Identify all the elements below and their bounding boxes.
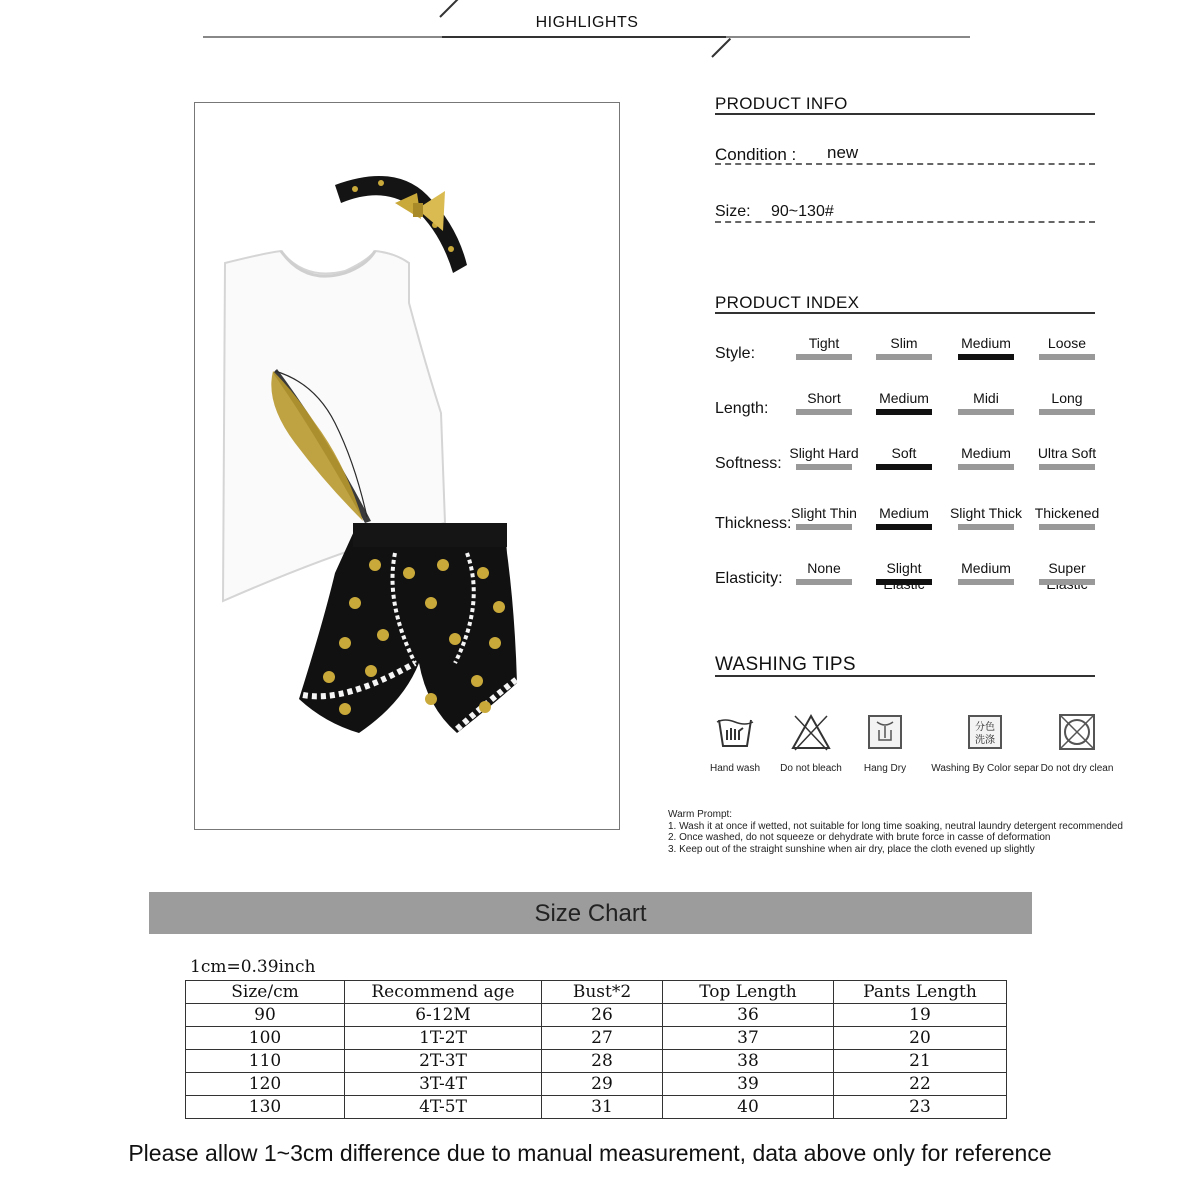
table-cell: 26 xyxy=(542,1004,663,1027)
product-index-title: PRODUCT INDEX xyxy=(715,293,860,312)
product-image xyxy=(195,103,619,829)
index-row-label: Thickness: xyxy=(715,515,792,532)
index-option-label: Soft xyxy=(891,445,917,461)
washing-tips-title: WASHING TIPS xyxy=(715,654,856,675)
index-bar xyxy=(796,354,852,360)
table-cell: 120 xyxy=(186,1073,345,1096)
index-option-label: Medium xyxy=(961,445,1011,461)
table-cell: 31 xyxy=(542,1096,663,1119)
warm-prompt xyxy=(668,809,1123,855)
index-bar xyxy=(796,579,852,585)
table-cell: 21 xyxy=(834,1050,1007,1073)
index-bar xyxy=(1039,354,1095,360)
header-slant-right xyxy=(711,38,731,58)
table-row xyxy=(186,1096,1007,1119)
table-cell: 40 xyxy=(663,1096,834,1119)
index-bar-selected xyxy=(876,409,932,415)
table-cell: 130 xyxy=(186,1096,345,1119)
index-bar xyxy=(958,579,1014,585)
index-bar xyxy=(876,354,932,360)
index-option-label: None xyxy=(807,560,841,576)
size-label: Size: xyxy=(715,203,751,220)
table-cell: 37 xyxy=(663,1027,834,1050)
condition-label: Condition : xyxy=(715,145,797,164)
col-header: Top Length xyxy=(663,981,834,1004)
wash-item-no-dry-clean xyxy=(1030,712,1124,774)
warm-prompt-title: Warm Prompt: xyxy=(668,809,733,820)
wash-label-hand-wash: Hand wash xyxy=(709,763,761,774)
index-option-label: Ultra Soft xyxy=(1037,445,1097,461)
condition-value: new xyxy=(827,143,859,162)
index-row-label: Length: xyxy=(715,400,769,417)
index-bar-selected xyxy=(876,524,932,530)
index-bar-selected xyxy=(876,579,932,585)
col-header: Recommend age xyxy=(345,981,542,1004)
index-row-label: Style: xyxy=(715,345,756,362)
product-index-rule xyxy=(715,312,1095,314)
index-bar-selected xyxy=(958,354,1014,360)
size-value: 90~130# xyxy=(771,203,834,220)
warm-prompt-line: 2. Once washed, do not squeeze or dehydrate with brute force in casse of deformation xyxy=(668,832,1051,843)
index-option-label: Slight xyxy=(886,560,922,576)
product-info-rule xyxy=(715,113,1095,115)
size-table-header-row xyxy=(186,981,1007,1004)
table-cell: 36 xyxy=(663,1004,834,1027)
table-cell: 4T-5T xyxy=(345,1096,542,1119)
wash-item-hang-dry xyxy=(840,712,930,774)
product-image-frame xyxy=(194,102,620,830)
wash-label-color-separate: Washing By Color separ xyxy=(931,763,1039,774)
index-bar xyxy=(796,409,852,415)
index-option-label: Midi xyxy=(973,390,999,406)
index-row-label: Elasticity: xyxy=(715,570,783,587)
index-row-label: Softness: xyxy=(715,455,782,472)
header-rule-middle xyxy=(442,36,726,38)
table-row xyxy=(186,1004,1007,1027)
table-cell: 2T-3T xyxy=(345,1050,542,1073)
index-bar xyxy=(958,409,1014,415)
index-option-label: Long xyxy=(1051,390,1083,406)
table-row xyxy=(186,1050,1007,1073)
table-cell: 29 xyxy=(542,1073,663,1096)
col-header: Bust*2 xyxy=(542,981,663,1004)
size-table xyxy=(185,980,1007,1119)
index-option-label: Tight xyxy=(808,335,840,351)
table-cell: 27 xyxy=(542,1027,663,1050)
index-bar xyxy=(1039,524,1095,530)
index-option-label: Slight Thin xyxy=(791,505,857,521)
index-bar xyxy=(958,464,1014,470)
index-option-label: Slim xyxy=(890,335,918,351)
col-header: Pants Length xyxy=(834,981,1007,1004)
table-row xyxy=(186,1027,1007,1050)
header-rule-right xyxy=(726,36,970,38)
wash-label-no-dry-clean: Do not dry clean xyxy=(1040,763,1114,774)
col-header: Size/cm xyxy=(186,981,345,1004)
index-option-label: Slight Hard xyxy=(789,445,859,461)
index-bar xyxy=(1039,579,1095,585)
index-bar xyxy=(958,524,1014,530)
product-info-title: PRODUCT INFO xyxy=(715,94,848,113)
table-cell: 39 xyxy=(663,1073,834,1096)
size-dash-rule xyxy=(715,221,1095,223)
index-option-label: Thickened xyxy=(1034,505,1100,521)
color-separate-glyph-1: 分色 xyxy=(975,722,995,733)
index-bar-selected xyxy=(876,464,932,470)
table-cell: 38 xyxy=(663,1050,834,1073)
no-dry-clean-icon xyxy=(1057,712,1097,752)
index-option-label: Medium xyxy=(879,390,929,406)
table-cell: 100 xyxy=(186,1027,345,1050)
index-option-label: Slight Thick xyxy=(949,505,1023,521)
index-option-label: Super xyxy=(1048,560,1086,576)
header-rule-left xyxy=(203,36,443,38)
condition-dash-rule xyxy=(715,163,1095,165)
table-cell: 6-12M xyxy=(345,1004,542,1027)
table-row xyxy=(186,1073,1007,1096)
hand-wash-icon xyxy=(715,712,755,752)
wash-label-hang-dry: Hang Dry xyxy=(863,763,907,774)
size-table-body xyxy=(186,1004,1007,1119)
index-bar xyxy=(1039,409,1095,415)
index-option-label: Loose xyxy=(1047,335,1087,351)
table-cell: 20 xyxy=(834,1027,1007,1050)
index-bar xyxy=(1039,464,1095,470)
table-cell: 3T-4T xyxy=(345,1073,542,1096)
table-cell: 28 xyxy=(542,1050,663,1073)
index-bar xyxy=(796,524,852,530)
index-option-label: Medium xyxy=(961,560,1011,576)
table-cell: 1T-2T xyxy=(345,1027,542,1050)
index-option-label: Short xyxy=(807,390,841,406)
color-separate-glyph-2: 洗涤 xyxy=(975,735,995,746)
highlights-title: HIGHLIGHTS xyxy=(535,14,639,31)
warm-prompt-line: 3. Keep out of the straight sunshine when air dry, place the cloth evened up slightly xyxy=(668,843,1035,855)
table-cell: 110 xyxy=(186,1050,345,1073)
index-option-label: Medium xyxy=(879,505,929,521)
color-separate-icon xyxy=(965,712,1005,752)
table-cell: 19 xyxy=(834,1004,1007,1027)
index-option-label: Medium xyxy=(961,335,1011,351)
no-bleach-icon xyxy=(791,712,831,752)
warm-prompt-line: 1. Wash it at once if wetted, not suitable for long time soaking, neutral laundry detergent recommended xyxy=(668,820,1123,832)
washing-tips-rule xyxy=(715,675,1095,677)
measurement-note: Please allow 1~3cm difference due to manual measurement, data above only for reference xyxy=(128,1140,1052,1166)
table-cell: 23 xyxy=(834,1096,1007,1119)
wash-item-color-separate xyxy=(930,712,1040,774)
wash-label-no-bleach: Do not bleach xyxy=(780,763,842,774)
table-cell: 22 xyxy=(834,1073,1007,1096)
size-chart-title: Size Chart xyxy=(534,900,647,927)
index-bar xyxy=(796,464,852,470)
hang-dry-icon xyxy=(865,712,905,752)
table-cell: 90 xyxy=(186,1004,345,1027)
unit-conversion: 1cm=0.39inch xyxy=(190,957,316,977)
